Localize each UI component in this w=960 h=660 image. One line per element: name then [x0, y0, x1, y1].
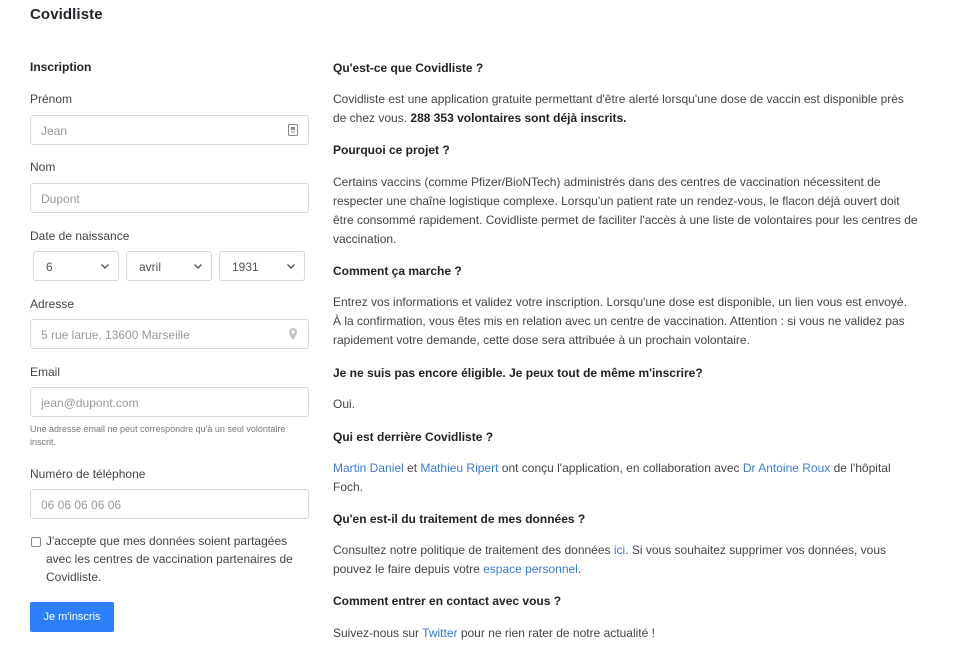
- autofill-card-icon[interactable]: [286, 123, 300, 137]
- last-name-placeholder: Dupont: [41, 192, 80, 206]
- last-name-label: Nom: [30, 160, 56, 174]
- faq-answer-text: . Si vous souhaitez supprimer vos données, vous pouvez le faire depuis votre: [333, 543, 887, 576]
- mathieu-ripert-link[interactable]: Mathieu Ripert: [420, 461, 499, 475]
- faq-question: Pourquoi ce projet ?: [333, 143, 450, 157]
- birth-year-select[interactable]: [219, 251, 305, 281]
- twitter-link[interactable]: Twitter: [422, 626, 458, 640]
- birth-year-value: 1931: [232, 260, 259, 274]
- phone-label: Numéro de téléphone: [30, 467, 146, 481]
- chevron-down-icon: [100, 261, 110, 271]
- phone-placeholder: 06 06 06 06 06: [41, 498, 122, 512]
- volunteer-count: 288 353 volontaires sont déjà inscrits.: [410, 111, 627, 125]
- location-pin-icon: [286, 327, 300, 341]
- email-hint: Une adresse email ne peut correspondre qu'à un seul volontaire inscrit.: [30, 424, 286, 447]
- chevron-down-icon: [193, 261, 203, 271]
- faq-answer-text: Consultez notre politique de traitement des données: [333, 543, 614, 557]
- faq-question: Comment ça marche ?: [333, 264, 462, 278]
- faq-question: Qui est derrière Covidliste ?: [333, 430, 494, 444]
- form-heading: Inscription: [30, 60, 92, 74]
- first-name-placeholder: Jean: [41, 124, 68, 138]
- birth-day-value: 6: [46, 260, 53, 274]
- antoine-roux-link[interactable]: Dr Antoine Roux: [742, 461, 831, 475]
- personal-space-link[interactable]: espace personnel: [483, 562, 578, 576]
- first-name-label: Prénom: [30, 92, 73, 106]
- faq-answer: Certains vaccins (comme Pfizer/BioNTech) administrés dans des centres de vaccination nécessitent de respecter une chaîne logistique complexe. Lorsqu'un patient rate un rendez-vous, le flacon déjà ouvert doit être consommé rapidement. Covidliste permet de faciliter l'accès à une liste de volontaires pour les centres de vaccination.: [333, 175, 918, 246]
- faq-answer-text: ont conçu l'application, en collaboration avec: [498, 461, 743, 475]
- faq-answer-text: .: [577, 562, 582, 576]
- faq-answer-text: Covidliste est une application gratuite permettant d'être alerté lorsqu'une dose de vaccin est disponible près de chez vous.: [333, 92, 904, 125]
- consent-label[interactable]: J'accepte que mes données soient partagées avec les centres de vaccination partenaires de Covidliste.: [46, 534, 293, 584]
- email-input[interactable]: [30, 387, 309, 417]
- email-placeholder: jean@dupont.com: [41, 396, 139, 410]
- phone-input[interactable]: [30, 489, 309, 519]
- first-name-input[interactable]: [30, 115, 309, 145]
- address-input[interactable]: [30, 319, 309, 349]
- faq-answer-text: Suivez-nous sur: [333, 626, 423, 640]
- brand-title[interactable]: Covidliste: [30, 6, 103, 23]
- faq-answer-text: et: [403, 461, 421, 475]
- last-name-input[interactable]: [30, 183, 309, 213]
- faq-answer-text: pour ne rien rater de notre actualité !: [457, 626, 655, 640]
- faq-answer: [333, 459, 918, 497]
- faq-question: Qu'est-ce que Covidliste ?: [333, 61, 484, 75]
- faq-question: Comment entrer en contact avec vous ?: [333, 594, 562, 608]
- birth-day-select[interactable]: [33, 251, 119, 281]
- signup-button[interactable]: Je m'inscris: [30, 602, 114, 632]
- birthdate-label: Date de naissance: [30, 229, 130, 243]
- consent-checkbox[interactable]: [31, 537, 41, 547]
- faq-answer: [333, 90, 918, 128]
- faq-answer: Entrez vos informations et validez votre inscription. Lorsqu'une dose est disponible, un lien vous est envoyé. À la confirmation, vous êtes mis en relation avec un centre de vaccination. Attention : si vous ne validez pas rapidement votre demande, cette dose sera attribuée à un prochain volontaire.: [333, 295, 907, 347]
- address-placeholder: 5 rue larue, 13600 Marseille: [41, 328, 190, 342]
- privacy-policy-link[interactable]: ici: [613, 543, 626, 557]
- faq-answer-text: de l'hôpital Foch.: [333, 461, 891, 494]
- faq-question: Je ne suis pas encore éligible. Je peux tout de même m'inscrire?: [333, 366, 703, 380]
- martin-daniel-link[interactable]: Martin Daniel: [333, 461, 404, 475]
- faq-answer: Oui.: [333, 397, 356, 411]
- faq-answer: [333, 624, 918, 643]
- chevron-down-icon: [286, 261, 296, 271]
- faq-question: Qu'en est-il du traitement de mes données ?: [333, 512, 586, 526]
- birth-month-value: avril: [139, 260, 162, 274]
- address-label: Adresse: [30, 297, 75, 311]
- email-label: Email: [30, 365, 61, 379]
- faq-answer: [333, 541, 918, 579]
- birth-month-select[interactable]: [126, 251, 212, 281]
